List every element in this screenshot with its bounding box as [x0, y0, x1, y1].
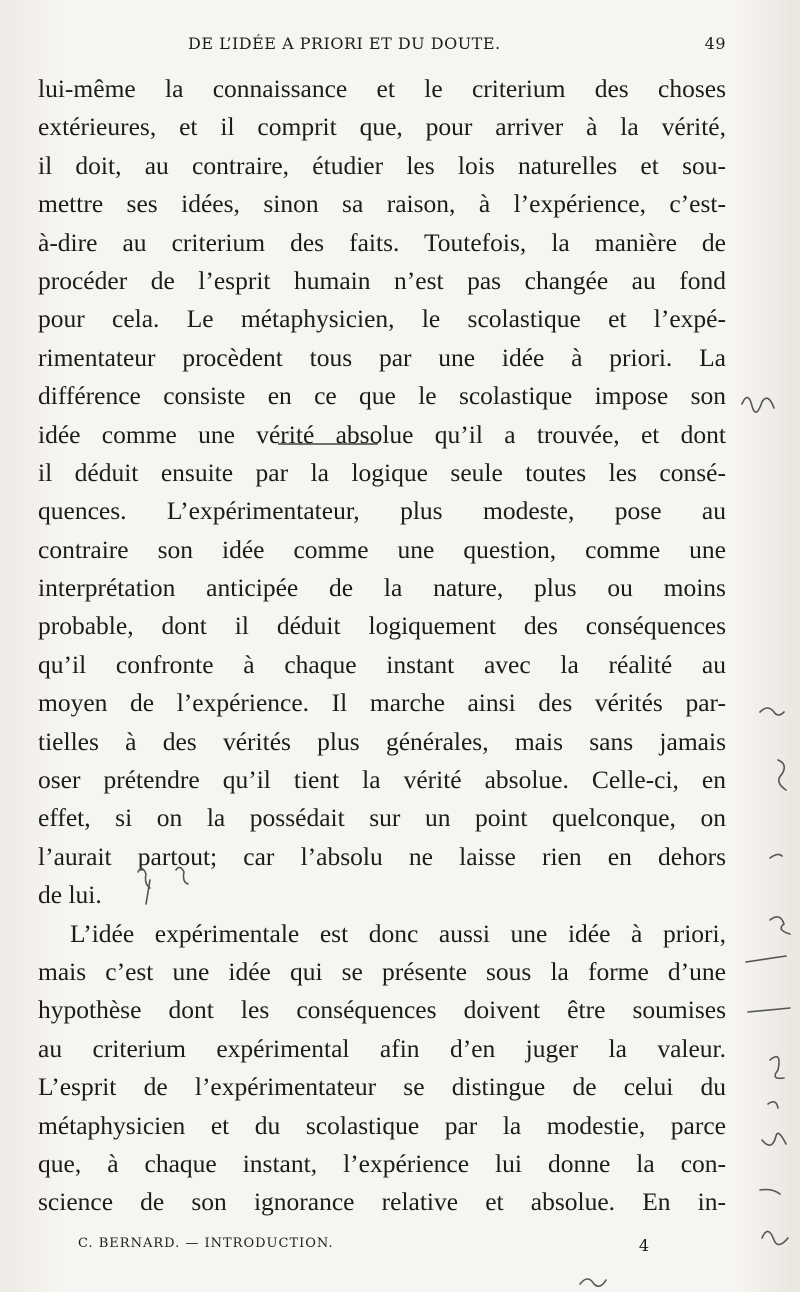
margin-scribble: [770, 1057, 784, 1079]
body-text: [38, 70, 726, 1222]
text-line: hypothèse dont les conséquences doivent être soumises: [38, 995, 726, 1025]
margin-scribble: [762, 1231, 788, 1244]
text-line: lui-même la connaissance et le criterium des choses: [38, 74, 726, 103]
text-line: il déduit ensuite par la logique seule toutes les consé-: [38, 457, 726, 487]
text-line: contraire son idée comme une question, comme une: [38, 534, 726, 564]
margin-scribble: [770, 854, 782, 858]
text-line: de lui.: [38, 880, 102, 910]
paragraph-start-line: L’idée expérimentale est donc aussi une idée à priori,: [70, 918, 726, 948]
text-line: l’aurait partout; car l’absolu ne laisse rien en dehors: [38, 841, 726, 871]
margin-scribble: [746, 956, 786, 962]
signature-mark: C. BERNARD. — INTRODUCTION.: [78, 1236, 334, 1251]
margin-scribble: [762, 1133, 786, 1145]
margin-scribble: [742, 397, 774, 412]
text-line: rimentateur procèdent tous par une idée à priori. La: [38, 342, 726, 372]
text-line: effet, si on la possédait sur un point quelconque, on: [38, 803, 726, 833]
margin-scribble: [778, 760, 786, 790]
text-line: mettre ses idées, sinon sa raison, à l’expérience, c’est-: [38, 189, 726, 219]
margin-scribble: [748, 1008, 790, 1012]
text-line: moyen de l’expérience. Il marche ainsi des vérités par-: [38, 688, 726, 718]
text-line: à-dire au criterium des faits. Toutefois, la manière de: [38, 227, 726, 257]
margin-scribble: [580, 1279, 606, 1286]
text-line: métaphysicien et du scolastique par la modestie, parce: [38, 1110, 726, 1140]
signature-number: 4: [638, 1236, 650, 1255]
margin-scribble: [760, 708, 784, 715]
text-line: il doit, au contraire, étudier les lois naturelles et sou-: [38, 150, 726, 180]
page-number: 49: [704, 34, 726, 53]
text-line: interprétation anticipée de la nature, plus ou moins: [38, 573, 726, 603]
text-line: oser prétendre qu’il tient la vérité absolue. Celle-ci, en: [38, 765, 726, 795]
text-line: que, à chaque instant, l’expérience lui donne la con-: [38, 1148, 726, 1178]
text-line: différence consiste en ce que le scolastique impose son: [38, 381, 726, 411]
text-line: procéder de l’esprit humain n’est pas changée au fond: [38, 265, 726, 295]
text-line: L’esprit de l’expérimentateur se distingue de celui du: [38, 1072, 726, 1102]
text-line: quences. L’expérimentateur, plus modeste, pose au: [38, 496, 726, 526]
text-line: tielles à des vérités plus générales, mais sans jamais: [38, 726, 726, 756]
text-line: au criterium expérimental afin d’en juger la valeur.: [38, 1033, 726, 1063]
text-line: probable, dont il déduit logiquement des conséquences: [38, 611, 726, 641]
text-line: extérieures, et il comprit que, pour arriver à la vérité,: [38, 112, 726, 142]
text-line: mais c’est une idée qui se présente sous la forme d’une: [38, 956, 726, 986]
running-title: DE L’IDÉE A PRIORI ET DU DOUTE.: [188, 34, 501, 53]
text-line: idée comme une vérité absolue qu’il a trouvée, et dont: [38, 419, 726, 449]
margin-scribble: [760, 1190, 780, 1195]
text-line: qu’il confronte à chaque instant avec la réalité au: [38, 649, 726, 679]
margin-scribble: [768, 1102, 778, 1108]
text-line: pour cela. Le métaphysicien, le scolastique et l’expé-: [38, 304, 726, 334]
margin-scribble: [770, 917, 790, 934]
text-line: science de son ignorance relative et absolue. En in-: [38, 1187, 726, 1217]
